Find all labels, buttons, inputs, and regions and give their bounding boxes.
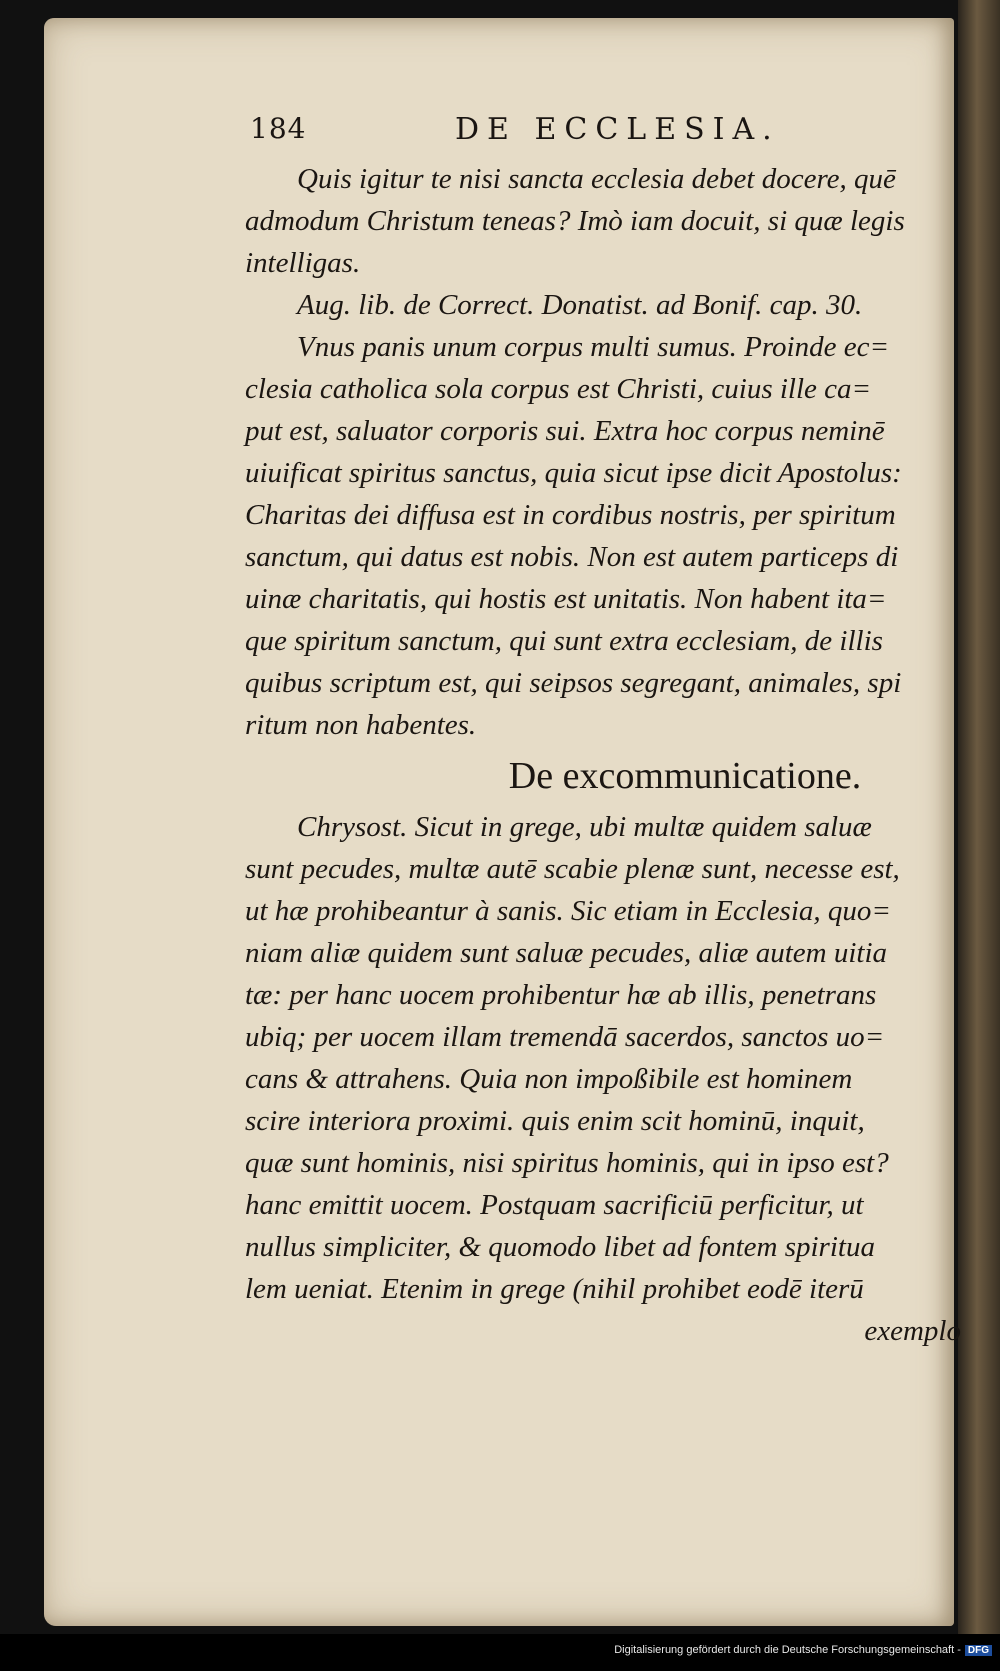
page-header xyxy=(250,112,810,152)
catchword: exemplo xyxy=(864,1315,961,1347)
text-line: nullus simpliciter, & quomodo libet ad fontem spiritua xyxy=(245,1231,875,1263)
text-line: Vnus panis unum corpus multi sumus. Proinde ec= xyxy=(297,331,890,363)
footer-bar xyxy=(0,1634,1000,1671)
text-line: uinæ charitatis, qui hostis est unitatis. Non habent ita= xyxy=(245,583,887,615)
text-line: admodum Christum teneas? Imò iam docuit, si quæ legis xyxy=(245,205,905,237)
text-line: scire interiora proximi. quis enim scit hominū, inquit, xyxy=(245,1105,865,1137)
credit-line xyxy=(614,1644,992,1656)
text-line: put est, saluator corporis sui. Extra hoc corpus neminē xyxy=(245,415,885,447)
text-line: que spiritum sanctum, qui sunt extra ecclesiam, de illis xyxy=(245,625,883,657)
text-line: lem ueniat. Etenim in grege (nihil prohibet eodē iterū xyxy=(245,1273,864,1305)
credit-text: Digitalisierung gefördert durch die Deutsche Forschungsgemeinschaft - xyxy=(614,1644,961,1656)
text-line: ritum non habentes. xyxy=(245,709,477,741)
text-line: tæ: per hanc uocem prohibentur hæ ab illis, penetrans xyxy=(245,979,877,1011)
text-line: Quis igitur te nisi sancta ecclesia debet docere, quē xyxy=(297,163,896,195)
paragraph-lines-continued xyxy=(245,806,975,1310)
dfg-logo: DFG xyxy=(965,1645,992,1656)
text-line: sanctum, qui datus est nobis. Non est autem particeps di xyxy=(245,541,899,573)
text-line: ut hæ prohibeantur à sanis. Sic etiam in Ecclesia, quo= xyxy=(245,895,891,927)
text-line: Chrysost. Sicut in grege, ubi multæ quidem saluæ xyxy=(297,811,872,843)
text-line: Charitas dei diffusa est in cordibus nostris, per spiritum xyxy=(245,499,896,531)
text-line: cans & attrahens. Quia non impoßibile est hominem xyxy=(245,1063,853,1095)
text-line: uiuificat spiritus sanctus, quia sicut ipse dicit Apostolus: xyxy=(245,457,902,489)
text-block xyxy=(245,158,975,1352)
text-line: niam aliæ quidem sunt saluæ pecudes, aliæ autem uitia xyxy=(245,937,888,969)
page-number: 184 xyxy=(250,112,307,145)
section-heading: De excommunicatione. xyxy=(508,755,862,797)
text-line: intelligas. xyxy=(245,247,361,279)
text-line: clesia catholica sola corpus est Christi, cuius ille ca= xyxy=(245,373,872,405)
running-head: DE ECCLESIA. xyxy=(455,112,780,147)
text-line: Aug. lib. de Correct. Donatist. ad Bonif. cap. 30. xyxy=(297,289,863,321)
paragraph-lines xyxy=(245,158,975,746)
text-line: quibus scriptum est, qui seipsos segregant, animales, spi xyxy=(245,667,902,699)
text-line: sunt pecudes, multæ autē scabie plenæ sunt, necesse est, xyxy=(245,853,900,885)
text-line: quæ sunt hominis, nisi spiritus hominis, qui in ipso est? xyxy=(245,1147,889,1179)
text-line: hanc emittit uocem. Postquam sacrificiū perficitur, ut xyxy=(245,1189,864,1221)
text-line: ubiq; per uocem illam tremendā sacerdos, sanctos uo= xyxy=(245,1021,885,1053)
